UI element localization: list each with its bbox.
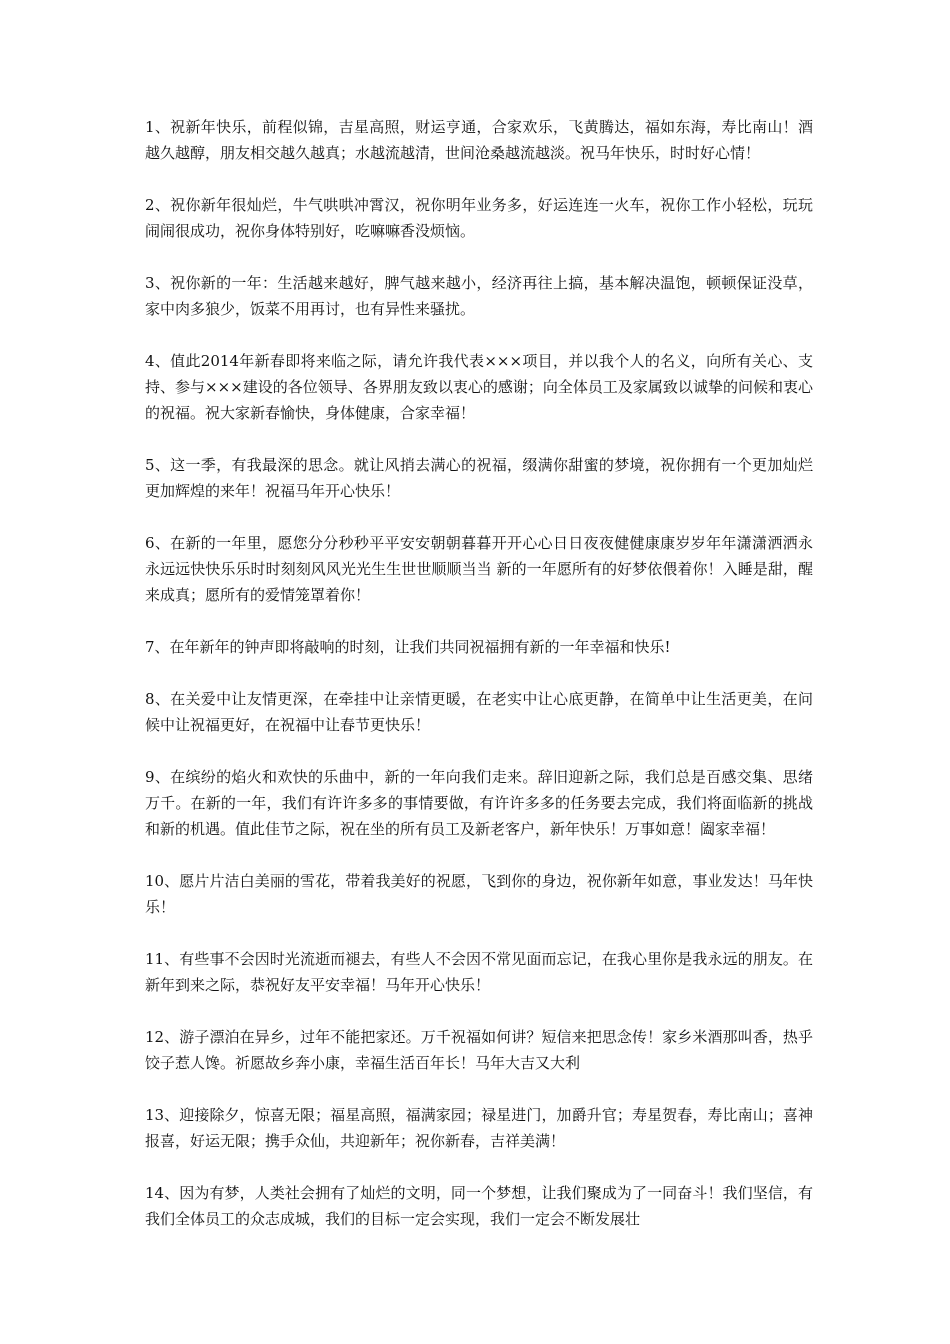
paragraph-4: 4、值此2014年新春即将来临之际，请允许我代表×××项目，并以我个人的名义，向所有关心、支持、参与×××建设的各位领导、各界朋友致以衷心的感谢；向全体员工及家属致以诚挚的问候和衷心的祝福。祝大家新春愉快，身体健康，合家幸福！ [145, 352, 813, 422]
paragraph-10: 10、愿片片洁白美丽的雪花，带着我美好的祝愿，飞到你的身边，祝你新年如意，事业发达！马年快乐！ [145, 872, 813, 916]
paragraph-11: 11、有些事不会因时光流逝而褪去，有些人不会因不常见面而忘记，在我心里你是我永远的朋友。在新年到来之际，恭祝好友平安幸福！马年开心快乐！ [145, 950, 813, 994]
paragraph-6: 6、在新的一年里，愿您分分秒秒平平安安朝朝暮暮开开心心日日夜夜健健康康岁岁年年潇潇洒洒永永远远快快乐乐时时刻刻风风光光生生世世顺顺当当 新的一年愿所有的好梦依偎着你！入睡是甜，醒来成真；愿所有的爱情笼罩着你！ [145, 534, 813, 604]
paragraph-12: 12、游子漂泊在异乡，过年不能把家还。万千祝福如何讲？短信来把思念传！家乡米酒那叫香，热乎饺子惹人馋。祈愿故乡奔小康，幸福生活百年长！马年大吉又大利 [145, 1028, 813, 1072]
paragraph-8: 8、在关爱中让友情更深，在牵挂中让亲情更暖，在老实中让心底更静，在简单中让生活更美，在问候中让祝福更好，在祝福中让春节更快乐！ [145, 690, 813, 734]
paragraph-2: 2、祝你新年很灿烂，牛气哄哄冲霄汉，祝你明年业务多，好运连连一火车，祝你工作小轻松，玩玩闹闹很成功，祝你身体特别好，吃嘛嘛香没烦恼。 [145, 196, 813, 240]
document-body [145, 114, 813, 1258]
paragraph-14: 14、因为有梦，人类社会拥有了灿烂的文明，同一个梦想，让我们聚成为了一同奋斗！我们坚信，有我们全体员工的众志成城，我们的目标一定会实现，我们一定会不断发展壮 [145, 1184, 813, 1228]
paragraph-9: 9、在缤纷的焰火和欢快的乐曲中，新的一年向我们走来。辞旧迎新之际，我们总是百感交集、思绪万千。在新的一年，我们有许许多多的事情要做，有许许多多的任务要去完成，我们将面临新的挑战和新的机遇。值此佳节之际，祝在坐的所有员工及新老客户，新年快乐！万事如意！阖家幸福！ [145, 768, 813, 838]
paragraph-5: 5、这一季，有我最深的思念。就让风捎去满心的祝福，缀满你甜蜜的梦境，祝你拥有一个更加灿烂更加辉煌的来年！祝福马年开心快乐！ [145, 456, 813, 500]
paragraph-7: 7、在年新年的钟声即将敲响的时刻，让我们共同祝福拥有新的一年幸福和快乐! [145, 638, 671, 656]
paragraph-1: 1、祝新年快乐，前程似锦，吉星高照，财运亨通，合家欢乐，飞黄腾达，福如东海，寿比南山！酒越久越醇，朋友相交越久越真；水越流越清，世间沧桑越流越淡。祝马年快乐，时时好心情！ [145, 118, 813, 162]
paragraph-13: 13、迎接除夕，惊喜无限；福星高照，福满家园；禄星进门，加爵升官；寿星贺春，寿比南山；喜神报喜，好运无限；携手众仙，共迎新年；祝你新春，吉祥美满！ [145, 1106, 813, 1150]
paragraph-3: 3、祝你新的一年：生活越来越好，脾气越来越小，经济再往上搞，基本解决温饱，顿顿保证没草，家中肉多狼少，饭菜不用再讨，也有异性来骚扰。 [145, 274, 813, 318]
